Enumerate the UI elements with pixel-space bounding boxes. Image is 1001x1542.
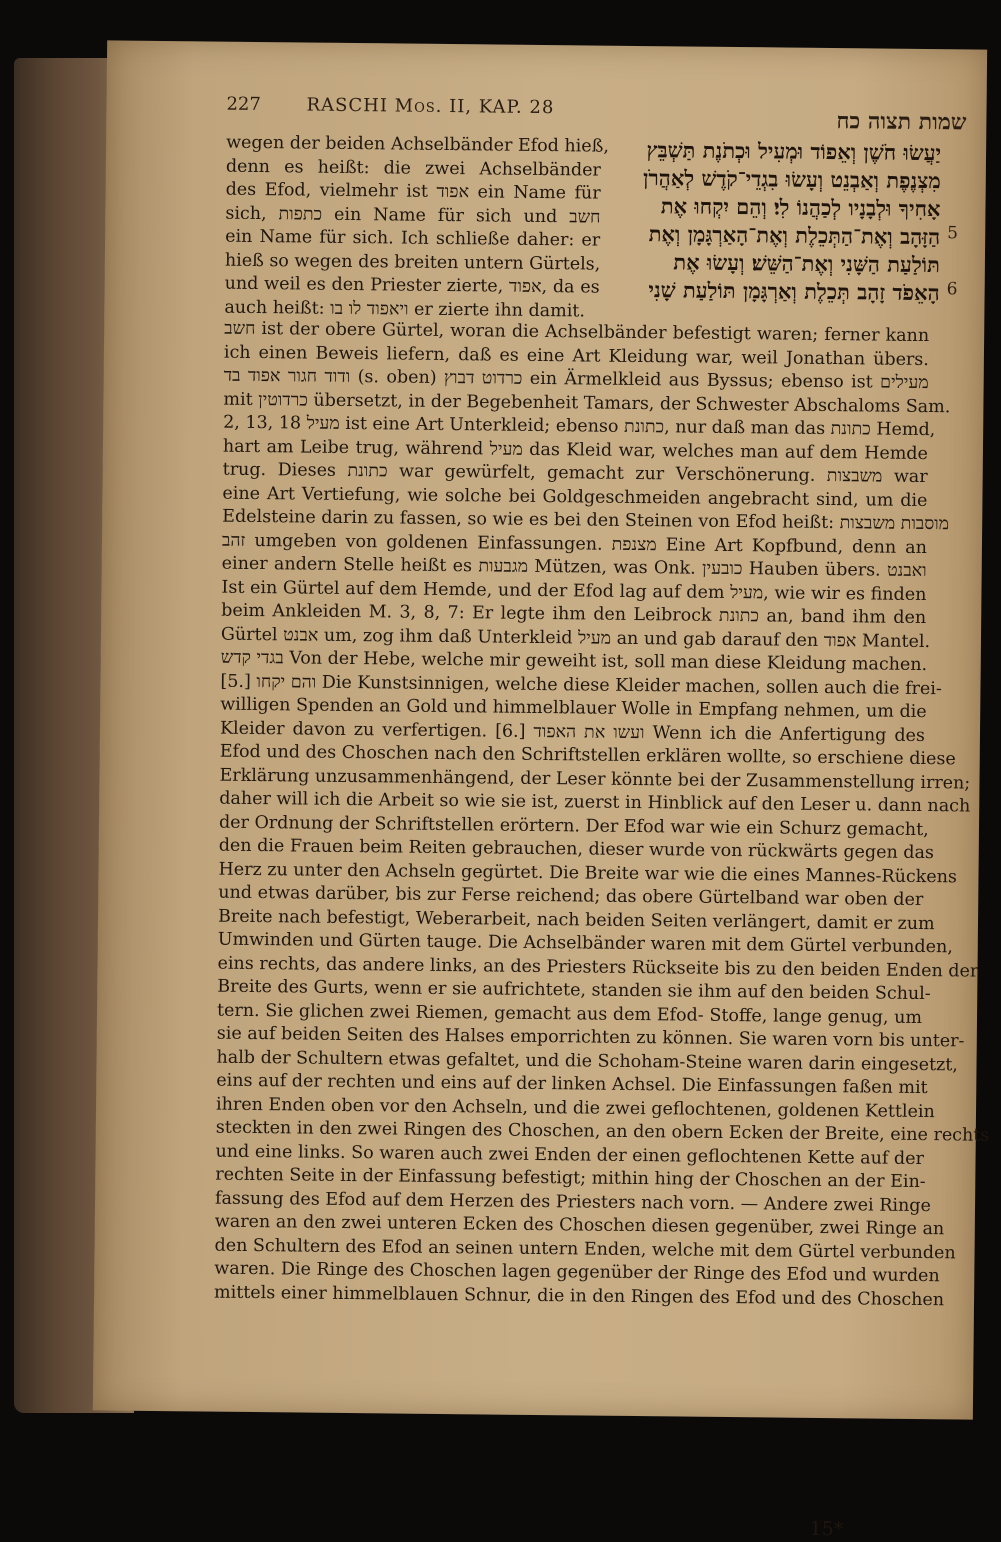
commentary-line: der Ordnung der Schriftstellen erörtern. Der Efod war wie ein Schurz gemacht, — [219, 811, 924, 842]
commentary-main-column — [214, 318, 929, 1312]
commentary-line: חשב ist der obere Gürtel, woran die Achselbänder befestigt waren; ferner kann — [224, 318, 929, 349]
commentary-line: beim Ankleiden M. 3, 8, 7: Er legte ihm den Leibrock כתונת an, band ihm den — [221, 600, 926, 631]
commentary-line: denn es heißt: die zwei Achselbänder — [226, 155, 601, 182]
commentary-line: des Efod, vielmehr ist אפוד ein Name für — [226, 179, 601, 206]
commentary-line: Breite des Gurts, wenn er sie aufrichtete, standen sie ihm auf den beiden Schul- — [217, 976, 922, 1007]
commentary-line: Herz zu unter den Achseln gegürtet. Die Breite war wie die eines Mannes-Rückens — [218, 858, 923, 889]
commentary-line: eins rechts, das andere links, an des Priesters Rückseite bis zu den beiden Enden der — [217, 952, 922, 983]
commentary-line: und etwas darüber, bis zur Ferse reichend; das obere Gürtelband war oben der — [218, 882, 923, 913]
commentary-line: ein Name für sich. Ich schließe daher: er — [225, 226, 600, 253]
commentary-line: ודוד חגור אפוד בד (s. oben) כרדוט דבוץ ein Ärmelkleid aus Byssus; ebenso ist מעילים — [224, 365, 929, 396]
hebrew-line: הָאֵפֹד זָהָב תְּכֵלֶת וְאַרְגָּמָן תּוֹלַעַת שָׁנִי — [609, 276, 939, 307]
commentary-line: fassung des Efod auf dem Herzen des Priesters nach vorn. — Andere zwei Ringe — [215, 1187, 920, 1218]
commentary-line: Breite nach befestigt, Weberarbeit, nach beiden Seiten verlängert, damit er zum — [218, 905, 923, 936]
hebrew-line: הַזָּהָב וְאֶת־הַתְּכֵלֶת וְאֶת־הָאַרְגָּמָן וְאֶת — [610, 220, 940, 251]
commentary-line: waren. Die Ringe des Choschen lagen gegenüber der Ringe des Efod und wurden — [214, 1258, 919, 1289]
commentary-line: daher will ich die Arbeit so wie sie ist, zuerst in Hinblick auf den Leser u. dann nach — [219, 788, 924, 819]
page-number: 227 — [226, 94, 261, 115]
commentary-line: und weil es den Priester zierte, אפוד, da es — [225, 273, 600, 300]
commentary-top-column — [224, 132, 601, 324]
commentary-line: Ist ein Gürtel auf dem Hemde, und der Efod lag auf dem מעיל, wie wir es finden — [221, 576, 926, 607]
commentary-line: auch heißt: ויאפוד לו בו er zierte ihn damit. — [224, 296, 599, 323]
hebrew-line: אָחִיךָ וּלְבָנָיו לְכַהֲנוֹ לִי׃ וְהֵם יִקְחוּ אֶת — [610, 192, 940, 223]
commentary-line: בגדי קדש Von der Hebe, welche mir geweiht ist, soll man diese Kleidung machen. — [221, 647, 926, 678]
commentary-line: hieß so wegen des breiten untern Gürtels, — [225, 249, 600, 276]
hebrew-verse-block — [609, 136, 941, 307]
commentary-line: eine Art Vertiefung, wie solche bei Goldgeschmeiden angebracht sind, um die — [222, 482, 927, 513]
commentary-line: steckten in den zwei Ringen des Choschen, an den obern Ecken der Breite, eine rechts — [216, 1117, 921, 1148]
commentary-line: ihren Enden oben vor den Achseln, und die zwei geflochtenen, goldenen Kettlein — [216, 1093, 921, 1124]
page-header — [226, 94, 966, 132]
commentary-line: einer andern Stelle heißt es מגבעות Mützen, was Onk. כובעין Hauben übers. ואבנט — [222, 553, 927, 584]
commentary-line: eins auf der rechten und eins auf der linken Achsel. Die Einfassungen faßen mit — [216, 1070, 921, 1101]
commentary-line: [5.] והם יקחו Die Kunstsinnigen, welche diese Kleider machen, sollen auch die frei- — [220, 670, 925, 701]
commentary-line: waren an den zwei unteren Ecken des Choschen diesen gegenüber, zwei Ringe an — [215, 1211, 920, 1242]
commentary-line: rechten Seite in der Einfassung befestigt; mithin hing der Choschen an der Ein- — [215, 1164, 920, 1195]
commentary-line: Kleider davon zu verfertigen. [6.] ועשו את האפוד Wenn ich die Anfertigung des — [220, 717, 925, 748]
commentary-line: Gürtel אבנט um, zog ihm daß Unterkleid מעיל an und gab darauf den אפוד Mantel. — [221, 623, 926, 654]
commentary-line: willigen Spenden an Gold und himmelblauer Wolle in Empfang nehmen, um die — [220, 694, 925, 725]
commentary-line: mittels einer himmelblauen Schnur, die in den Ringen des Efod und des Choschen — [214, 1281, 919, 1312]
commentary-line: ich einen Beweis liefern, daß es eine Art Kleidung war, weil Jonathan übers. — [224, 341, 929, 372]
commentary-line: halb der Schultern etwas gefaltet, und die Schoham-Steine waren darin eingesetzt, — [216, 1046, 921, 1077]
hebrew-line: מִצְנֶפֶת וְאַבְנֵט וְעָשׂוּ בִגְדֵי־קֹדֶשׁ לְאַהֲרֹן — [611, 164, 941, 195]
verse-number: 5 — [947, 223, 958, 243]
printer-signature: 15* — [810, 1518, 844, 1540]
commentary-line: sich, כתפות ein Name für sich und חשב — [225, 202, 600, 229]
commentary-line: sie auf beiden Seiten des Halses emporrichten zu können. Sie waren vorn bis unter- — [217, 1023, 922, 1054]
commentary-line: 2, 13, 18 מעיל ist eine Art Unterkleid; ebenso כתונת, nur daß man das כתונת Hemd, — [223, 412, 928, 443]
commentary-line: Erklärung unzusammenhängend, der Leser könnte bei der Zusammenstellung irren; — [219, 764, 924, 795]
book-page — [93, 40, 987, 1419]
commentary-line: זהב umgeben von goldenen Einfassungen. מצנפת Eine Art Kopfbund, denn an — [222, 529, 927, 560]
hebrew-line: יַעֲשׂוּ חֹשֶׁן וְאֵפוֹד וּמְעִיל וּכְתֹנֶת תַּשְׁבֵּץ — [611, 136, 941, 167]
commentary-line: Efod und des Choschen nach den Schriftstellen erklären wollte, so erschiene diese — [220, 741, 925, 772]
commentary-line: den die Frauen beim Reiten gebrauchen, dieser wurde von rückwärts gegen das — [219, 835, 924, 866]
commentary-line: wegen der beiden Achselbänder Efod hieß, — [226, 132, 601, 159]
commentary-line: hart am Leibe trug, während מעיל das Kleid war, welches man auf dem Hemde — [223, 435, 928, 466]
hebrew-running-title: שמות תצוה כח — [836, 108, 966, 135]
commentary-line: tern. Sie glichen zwei Riemen, gemacht aus dem Efod- Stoffe, lange genug, um — [217, 999, 922, 1030]
commentary-line: Umwinden und Gürten tauge. Die Achselbänder waren mit dem Gürtel verbunden, — [218, 929, 923, 960]
running-title: RASCHI Mos. II, KAP. 28 — [306, 95, 554, 119]
commentary-line: den Schultern des Efod an seinen untern Enden, welche mit dem Gürtel verbunden — [214, 1234, 919, 1265]
commentary-line: mit כרדוטין übersetzt, in der Begebenheit Tamars, der Schwester Abschaloms Sam. — [223, 388, 928, 419]
commentary-line: und eine links. So waren auch zwei Enden der einen geflochtenen Kette auf der — [215, 1140, 920, 1171]
verse-number: 6 — [947, 279, 958, 299]
commentary-line: Edelsteine darin zu fassen, so wie es bei den Steinen von Efod heißt: מוסבות משבצות — [222, 506, 927, 537]
commentary-line: trug. Dieses כתונת war gewürfelt, gemacht zur Verschönerung. משבצות war — [223, 459, 928, 490]
hebrew-line: תּוֹלַעַת הַשָּׁנִי וְאֶת־הַשֵּׁשׁ׃ וְעָשׂוּ אֶת — [610, 248, 940, 279]
